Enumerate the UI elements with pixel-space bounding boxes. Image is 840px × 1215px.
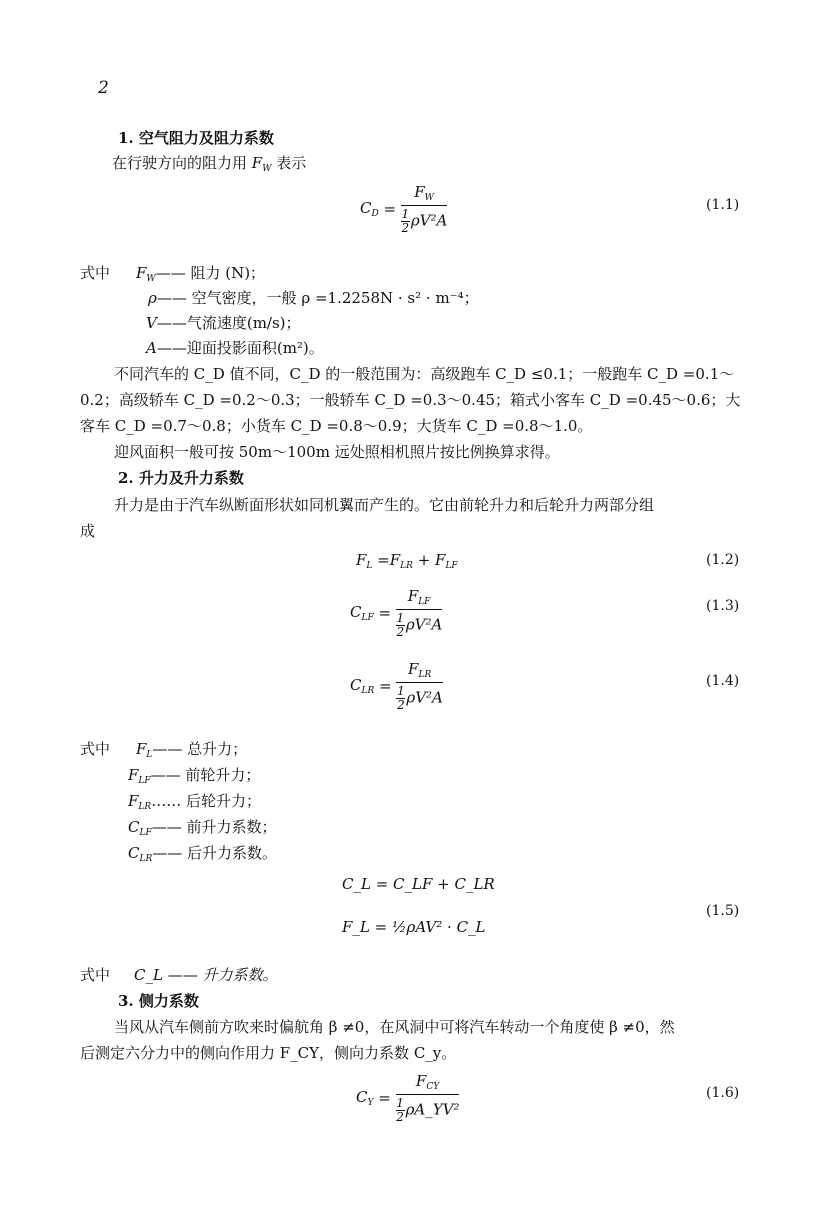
eq2-lhs: F (356, 551, 367, 569)
section-1-heading: 1. 空气阻力及阻力系数 (118, 129, 274, 147)
def-clr (128, 842, 277, 864)
def-a (146, 337, 324, 358)
where-label-2: 式中 (80, 740, 111, 758)
def-symbol: C (128, 818, 140, 836)
def-symbol: F (128, 792, 139, 810)
def-text: ——气流速度(m/s)； (156, 314, 301, 332)
equation-1-2 (356, 551, 458, 571)
def-fw (136, 262, 265, 284)
eq1-fraction: $F_W$ $\frac{1}{2}$ ρV²A (401, 183, 448, 235)
eq2-plus: + F (412, 551, 446, 569)
def-text: ——迎面投影面积(m²)。 (156, 339, 324, 357)
def-sub: W (146, 274, 156, 284)
def-text: —— 空气密度，一般 ρ =1.2258N · s² · m⁻⁴； (156, 289, 479, 307)
eq1-denominator: ρV²A (410, 211, 448, 230)
eq1-num-sub: W (424, 193, 434, 203)
def-flr (128, 790, 261, 812)
equation-number-1-5: (1.5) (706, 903, 740, 919)
def-sub: LR (138, 802, 152, 812)
equation-1-5b: F_L = ½ρAV² · C_L (342, 918, 486, 936)
eq2-mid-sub: LR (400, 561, 413, 571)
equation-number-1-6: (1.6) (706, 1085, 740, 1101)
def-text: —— 阻力 (N)； (155, 264, 266, 282)
def-symbol: V (146, 314, 157, 332)
eq6-denominator: ρA_YV² (405, 1100, 460, 1119)
eq2-end-sub: LF (445, 561, 458, 571)
equation-number-1-2: (1.2) (706, 552, 740, 568)
def-rho (148, 287, 479, 308)
cd-paragraph-line-1: 不同汽车的 C_D 值不同，C_D 的一般范围为：高级跑车 C_D ≤0.1；一般跑车 C_D =0.1～ (114, 365, 735, 383)
def-symbol: C (128, 844, 140, 862)
def-text: —— 总升力； (152, 740, 248, 758)
def-text: …… 后轮升力； (151, 792, 261, 810)
equation-1-6: $C_Y$ = $F_{CY}$ $\frac{1}{2}$ ρA_YV² (356, 1072, 460, 1124)
equation-number-1-3: (1.3) (706, 598, 740, 614)
eq4-lhs: C (350, 676, 362, 694)
lift-paragraph-line-1: 升力是由于汽车纵断面形状如同机翼而产生的。它由前轮升力和后轮升力两部分组 (114, 496, 655, 514)
eq4-denominator: ρV²A (406, 688, 443, 707)
cd-paragraph-line-2: 0.2；高级轿车 C_D =0.2～0.3；一般轿车 C_D =0.3～0.45；箱式小客车 C_D =0.45～0.6；大 (80, 391, 741, 409)
equation-number-1-1: (1.1) (706, 197, 740, 213)
def-sub: LF (138, 776, 151, 786)
def-sub: LR (139, 854, 153, 864)
equation-number-1-4: (1.4) (706, 673, 740, 689)
def-sub: LF (139, 828, 152, 838)
intro-text: 在行驶方向的阻力用 (112, 154, 248, 172)
intro-subscript: W (262, 164, 272, 174)
section-3-heading: 3. 侧力系数 (118, 992, 199, 1010)
def-cl: C_L —— 升力系数。 (134, 966, 278, 984)
def-symbol: A (146, 339, 157, 357)
section-2-heading: 2. 升力及升力系数 (118, 469, 244, 487)
def-symbol: F (128, 766, 139, 784)
where-label-3: 式中 (80, 966, 111, 984)
eq4-num-sub: LR (418, 670, 432, 680)
equation-1-1: $C_D$ = $F_W$ $\frac{1}{2}$ ρV²A (360, 183, 448, 235)
eq6-fraction: $F_{CY}$ $\frac{1}{2}$ ρA_YV² (396, 1072, 460, 1124)
cd-paragraph-line-3: 客车 C_D =0.7～0.8；小货车 C_D =0.8～0.9；大货车 C_D =0.8～1.0。 (80, 417, 593, 435)
eq3-fraction: $F_{LF}$ $\frac{1}{2}$ ρV²A (396, 587, 443, 639)
eq6-lhs: C (356, 1088, 368, 1106)
def-v (146, 312, 301, 333)
def-symbol: F (136, 740, 147, 758)
def-text: —— 前升力系数； (151, 818, 277, 836)
equation-1-4: $C_{LR}$ = $F_{LR}$ $\frac{1}{2}$ ρV²A (350, 660, 443, 712)
def-symbol: ρ (148, 289, 157, 307)
eq3-denominator: ρV²A (405, 615, 443, 634)
def-flf (128, 764, 260, 786)
side-force-paragraph-line-2: 后测定六分力中的侧向作用力 F_CY，侧向力系数 C_y。 (80, 1044, 457, 1062)
equation-1-5a: C_L = C_LF + C_LR (342, 875, 495, 893)
eq1-numerator: F (414, 183, 425, 201)
page-number: 2 (98, 78, 109, 98)
eq1-lhs: C (360, 199, 372, 217)
eq2-mid: =F (372, 551, 401, 569)
eq4-lhs-sub: LR (361, 686, 375, 696)
intro-symbol: F (251, 154, 263, 172)
eq1-lhs-sub: D (371, 209, 379, 219)
def-sub: L (146, 750, 153, 760)
eq4-fraction: $F_{LR}$ $\frac{1}{2}$ ρV²A (397, 660, 443, 712)
eq2-lhs-sub: L (366, 561, 373, 571)
def-fl (136, 738, 247, 760)
equation-1-3: $C_{LF}$ = $F_{LF}$ $\frac{1}{2}$ ρV²A (350, 587, 443, 639)
section-1-intro (112, 152, 306, 174)
lift-paragraph-line-2: 成 (80, 522, 96, 540)
eq3-lhs: C (350, 603, 362, 621)
eq6-lhs-sub: Y (367, 1098, 374, 1108)
eq3-num-sub: LF (418, 597, 431, 607)
eq4-numerator: F (408, 660, 419, 678)
eq6-numerator: F (415, 1072, 427, 1090)
def-text: —— 后升力系数。 (152, 844, 278, 862)
eq3-lhs-sub: LF (361, 613, 374, 623)
def-text: —— 前轮升力； (150, 766, 261, 784)
frontal-area-paragraph: 迎风面积一般可按 50m～100m 远处照相机照片按比例换算求得。 (114, 443, 560, 461)
eq6-num-sub: CY (426, 1082, 440, 1092)
intro-end: 表示 (276, 154, 307, 172)
eq3-numerator: F (407, 587, 419, 605)
where-label-1: 式中 (80, 264, 111, 282)
side-force-paragraph-line-1: 当风从汽车侧前方吹来时偏航角 β ≠0，在风洞中可将汽车转动一个角度使 β ≠0，然 (114, 1018, 675, 1036)
def-clf (128, 816, 277, 838)
def-symbol: F (136, 264, 147, 282)
